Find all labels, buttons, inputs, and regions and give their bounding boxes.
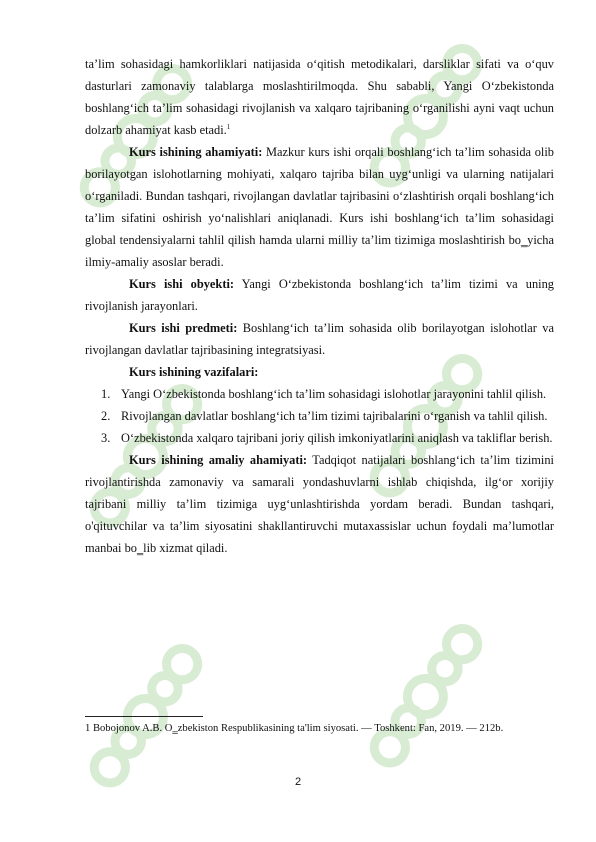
paragraph-object: Kurs ishi obyekti: Yangi O‘zbekistonda boshlang‘ich ta’lim tizimi va uning rivojlanish jarayonlari. — [85, 277, 554, 313]
subject-heading: Kurs ishi predmeti: — [129, 321, 238, 335]
significance-heading: Kurs ishining ahamiyati: — [129, 145, 263, 159]
task-item: 3. O‘zbekistonda xalqaro tajribani joriy qilish imkoniyatlarini aniqlash va takliflar berish. — [101, 431, 553, 445]
tasks-heading: Kurs ishining vazifalari: — [129, 365, 259, 379]
object-heading: Kurs ishi obyekti: — [129, 277, 235, 291]
paragraph-practical: Kurs ishining amaliy ahamiyati: Tadqiqot natijalari boshlang‘ich ta’lim tizimini rivojlantirishda zamonaviy va samarali yondashuvlarni ishlab chiqishda, ilg‘or xorijiy tajribani milliy ta’lim tizimiga uyg‘unlashtirishda yordam beradi. Bundan tashqari, o'qituvchilar va ta’lim siyosatini shakllantiruvchi mutaxassislar uchun foydali ma’lumotlar manbai bo‗lib xizmat qiladi. — [85, 453, 554, 555]
task-item: 2. Rivojlangan davlatlar boshlang‘ich ta’lim tizimi tajribalarini o‘rganish va tahlil qilish. — [101, 409, 548, 423]
watermark-mark — [366, 621, 486, 770]
paragraph-intro: ta’lim sohasidagi hamkorliklari natijasida o‘qitish metodikalari, darsliklar sifati va o‘quv dasturlari zamonaviy talablarga moslashtirilmoqda. Shu sababli, Yangi O‘zbekistonda boshlang‘ich ta’lim sohasidagi rivojlanish va xalqaro tajribaning o‘rganilishi ayni vaqt uchun dolzarb ahamiyat kasb etadi.$^1$ — [85, 57, 554, 137]
page-body — [85, 53, 554, 559]
footnote-ref: 1 — [226, 122, 231, 131]
page-number: 2 — [294, 776, 302, 788]
footnote-separator — [85, 716, 203, 717]
paragraph-subject: Kurs ishi predmeti: Boshlang‘ich ta’lim sohasida olib borilayotgan islohotlar va rivojlangan davlatlar tajribasining integratsiyasi. — [85, 321, 555, 357]
task-item: 1. Yangi O‘zbekistonda boshlang‘ich ta’lim sohasidagi islohotlar jarayonini tahlil qilish. — [101, 387, 547, 401]
footnote: 1 Bobojonov A.B. O‗zbekiston Respublikasining ta'lim siyosati. — Toshkent: Fan, 2019. — 212b. — [85, 723, 504, 734]
tasks-list — [85, 383, 554, 449]
practical-heading: Kurs ishining amaliy ahamiyati: — [129, 453, 308, 467]
paragraph-significance: Kurs ishining ahamiyati: Mazkur kurs ishi orqali boshlang‘ich ta’lim sohasida olib borilayotgan islohotlarning mohiyati, xalqaro tajriba bilan uyg‘unligi va ularning natijalari o‘rganiladi. Bundan tashqari, rivojlangan davlatlar tajribasini o‘zlashtirish orqali boshlang‘ich ta’lim sifatini oshirish yo‘nalishlari aniqlanadi. Kurs ishi boshlang‘ich ta’lim sohasidagi global tendensiyalarni tahlil qilish hamda ularni milliy ta’lim tizimiga moslashtirish bo‗yicha ilmiy-amaliy asoslar beradi. — [85, 145, 554, 269]
